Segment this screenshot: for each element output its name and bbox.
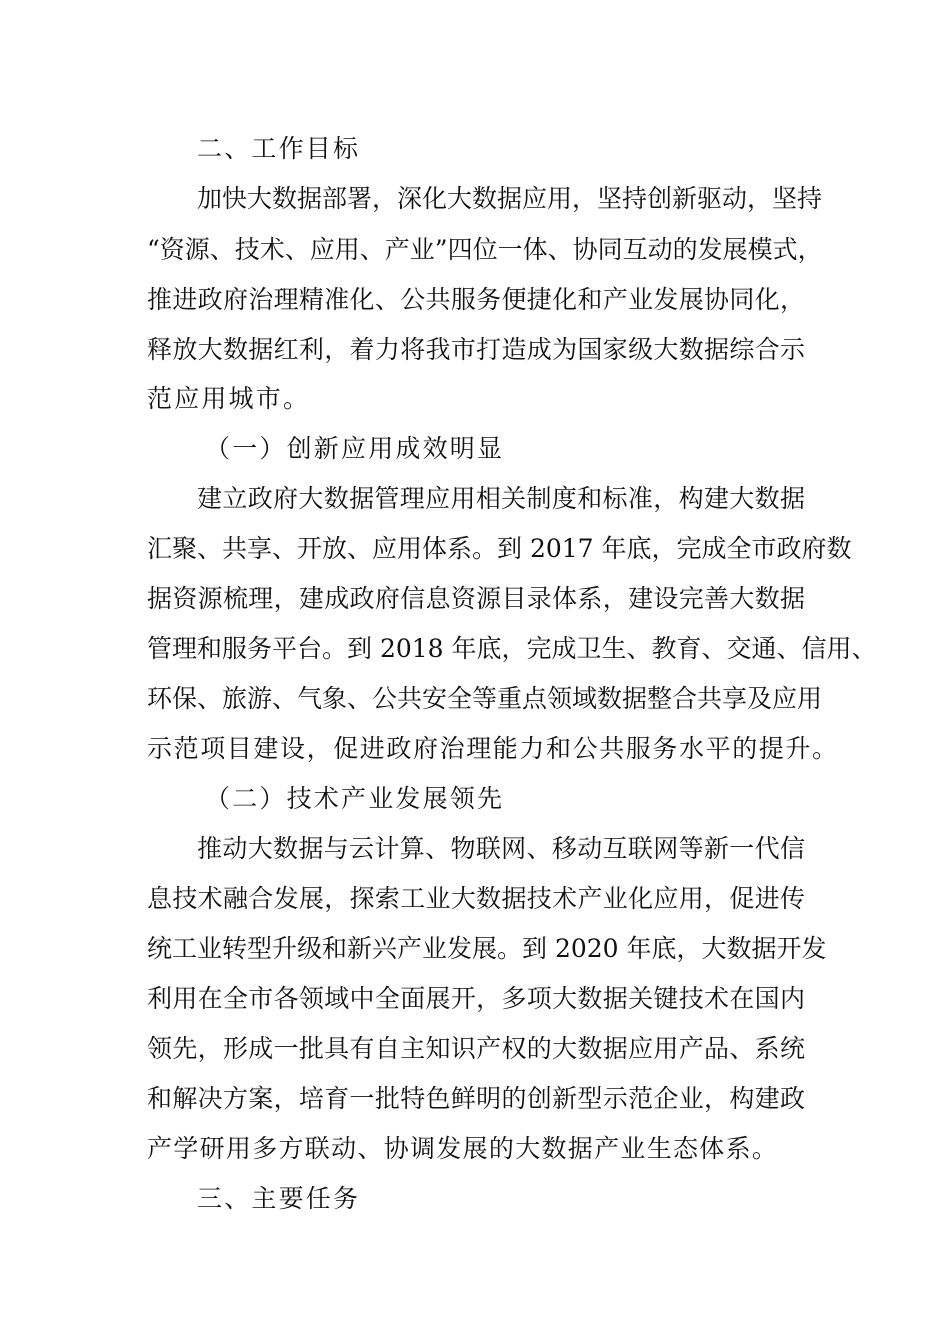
- paragraph-line: 汇聚、共享、开放、应用体系。到 2017 年底，完成全市政府数: [147, 534, 852, 563]
- section-heading-main-tasks: 三、主要任务: [197, 1184, 361, 1213]
- paragraph-line: 推进政府治理精准化、公共服务便捷化和产业发展协同化，: [147, 285, 805, 314]
- paragraph-line: 领先，形成一批具有自主知识产权的大数据应用产品、系统: [147, 1034, 805, 1063]
- paragraph-line: 产学研用多方联动、协调发展的大数据产业生态体系。: [147, 1134, 779, 1163]
- paragraph-line: 示范项目建设，促进政府治理能力和公共服务水平的提升。: [147, 734, 839, 763]
- paragraph-line: 释放大数据红利，着力将我市打造成为国家级大数据综合示: [147, 335, 805, 364]
- paragraph-line: 环保、旅游、气象、公共安全等重点领域数据整合共享及应用: [147, 684, 823, 713]
- paragraph-line: 据资源梳理，建成政府信息资源目录体系，建设完善大数据: [147, 584, 805, 613]
- paragraph-line: 建立政府大数据管理应用相关制度和标准，构建大数据: [197, 484, 805, 513]
- paragraph-line: 利用在全市各领域中全面展开，多项大数据关键技术在国内: [147, 984, 805, 1013]
- paragraph-line: 息技术融合发展，探索工业大数据技术产业化应用，促进传: [147, 884, 805, 913]
- subsection-heading-innovation: （一）创新应用成效明显: [205, 434, 505, 463]
- section-heading-work-goals: 二、工作目标: [197, 134, 361, 163]
- paragraph-line: “资源、技术、应用、产业”四位一体、协同互动的发展模式，: [147, 235, 823, 264]
- paragraph-line: 统工业转型升级和新兴产业发展。到 2020 年底，大数据开发: [147, 934, 827, 963]
- paragraph-line: 推动大数据与云计算、物联网、移动互联网等新一代信: [197, 834, 805, 863]
- paragraph-line: 管理和服务平台。到 2018 年底，完成卫生、教育、交通、信用、: [147, 634, 877, 663]
- paragraph-line: 加快大数据部署，深化大数据应用，坚持创新驱动，坚持: [197, 184, 823, 213]
- subsection-heading-tech-industry: （二）技术产业发展领先: [205, 784, 505, 813]
- paragraph-line: 范应用城市。: [147, 384, 311, 413]
- paragraph-line: 和解决方案，培育一批特色鲜明的创新型示范企业，构建政: [147, 1084, 805, 1113]
